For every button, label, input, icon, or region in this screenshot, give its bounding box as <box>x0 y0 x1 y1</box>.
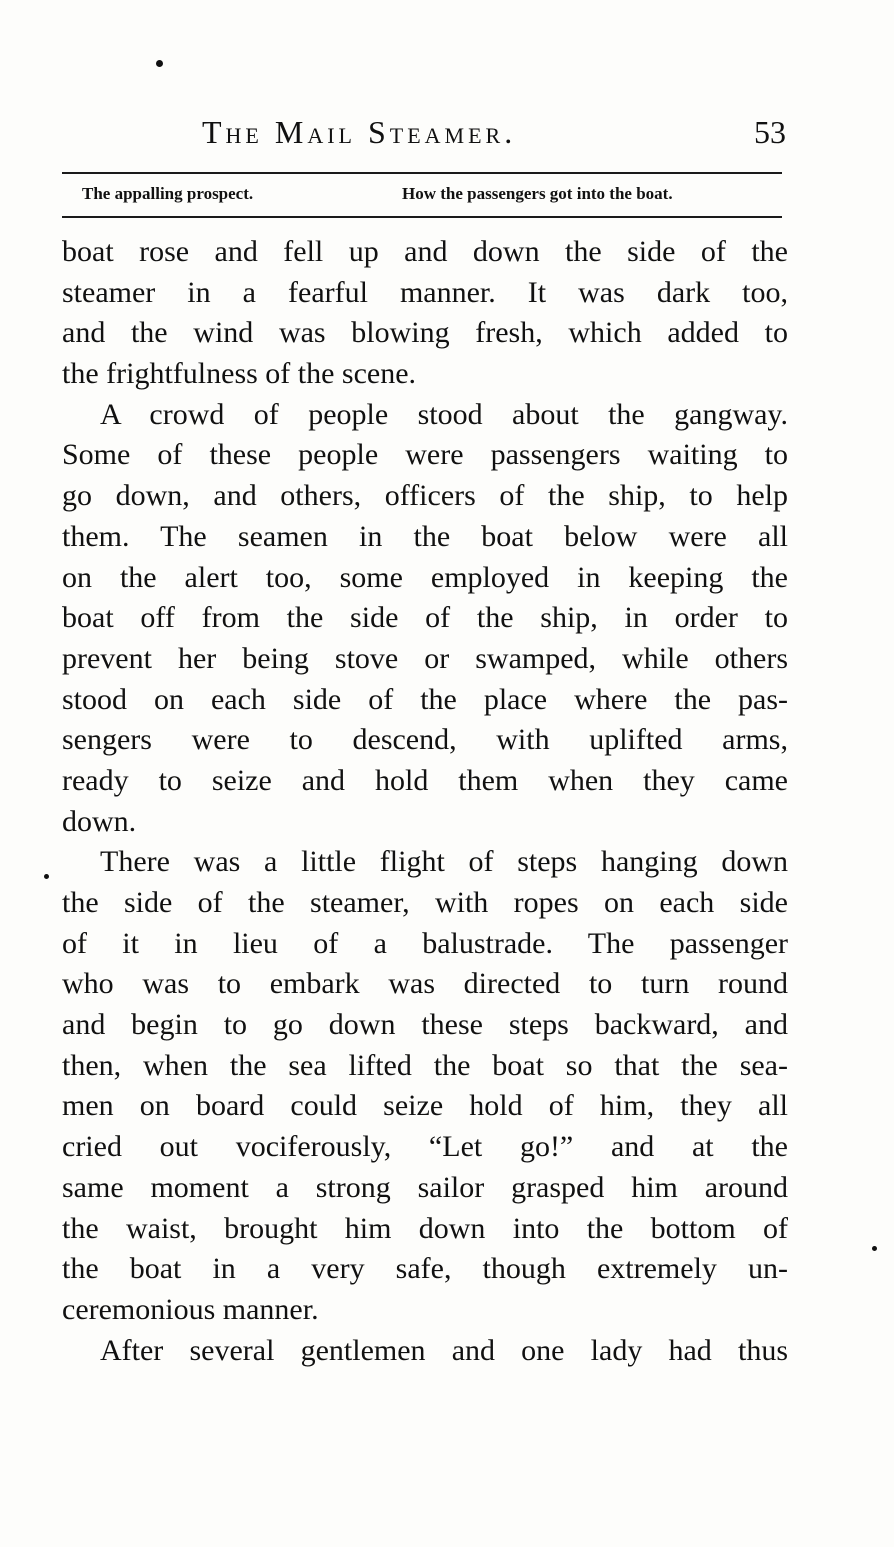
text-line: There was a little flight of steps hanging down <box>100 845 788 879</box>
ink-speck-top <box>156 60 163 67</box>
text-line: boat off from the side of the ship, in order to <box>62 601 788 635</box>
text-line: Some of these people were passengers waiting to <box>62 438 788 472</box>
header-rule-bottom <box>62 216 782 218</box>
text-line: the boat in a very safe, though extremely un- <box>62 1252 788 1286</box>
text-line: go down, and others, officers of the ship, to help <box>62 479 788 513</box>
subhead-left: The appalling prospect. <box>82 184 254 203</box>
text-line: the side of the steamer, with ropes on each side <box>62 886 788 919</box>
text-line: same moment a strong sailor grasped him around <box>62 1170 788 1204</box>
running-head <box>62 114 788 154</box>
page-number: 53 <box>754 114 786 150</box>
text-line: sengers were to descend, with uplifted arms, <box>62 723 788 757</box>
text-line: ready to seize and hold them when they came <box>62 763 788 797</box>
text-line: prevent her being stove or swamped, while others <box>62 641 788 675</box>
text-line: After several gentlemen and one lady had thus <box>100 1333 788 1367</box>
text-line: and the wind was blowing fresh, which added to <box>62 316 788 350</box>
text-line: them. The seamen in the boat below were all <box>62 519 788 553</box>
ink-speck-right <box>872 1246 877 1251</box>
text-line: down. <box>62 804 137 838</box>
text-line: then, when the sea lifted the boat so that the sea- <box>62 1048 788 1082</box>
text-line: A crowd of people stood about the gangway. <box>100 397 788 431</box>
text-line: steamer in a fearful manner. It was dark too, <box>62 275 788 309</box>
text-line: cried out vociferously, “Let go!” and at the <box>62 1130 788 1164</box>
text-line: and begin to go down these steps backward, and <box>62 1008 788 1042</box>
text-line: on the alert too, some employed in keeping the <box>62 560 788 594</box>
text-line: ceremonious manner. <box>62 1292 319 1326</box>
text-line: men on board could seize hold of him, they all <box>62 1089 788 1123</box>
text-line: the frightfulness of the scene. <box>62 357 417 391</box>
text-line: of it in lieu of a balustrade. The passenger <box>62 926 788 960</box>
text-line: who was to embark was directed to turn round <box>62 967 788 1001</box>
body-text <box>62 232 788 1371</box>
chapter-title: The Mail Steamer. <box>202 114 517 150</box>
text-line: stood on each side of the place where the pas- <box>62 682 788 716</box>
text-line: the waist, brought him down into the bottom of <box>62 1211 788 1245</box>
header-rule-top <box>62 172 782 174</box>
text-line: boat rose and fell up and down the side of the <box>62 235 788 268</box>
subhead-right: How the passengers got into the boat. <box>402 184 673 203</box>
ink-speck-left <box>44 874 49 879</box>
